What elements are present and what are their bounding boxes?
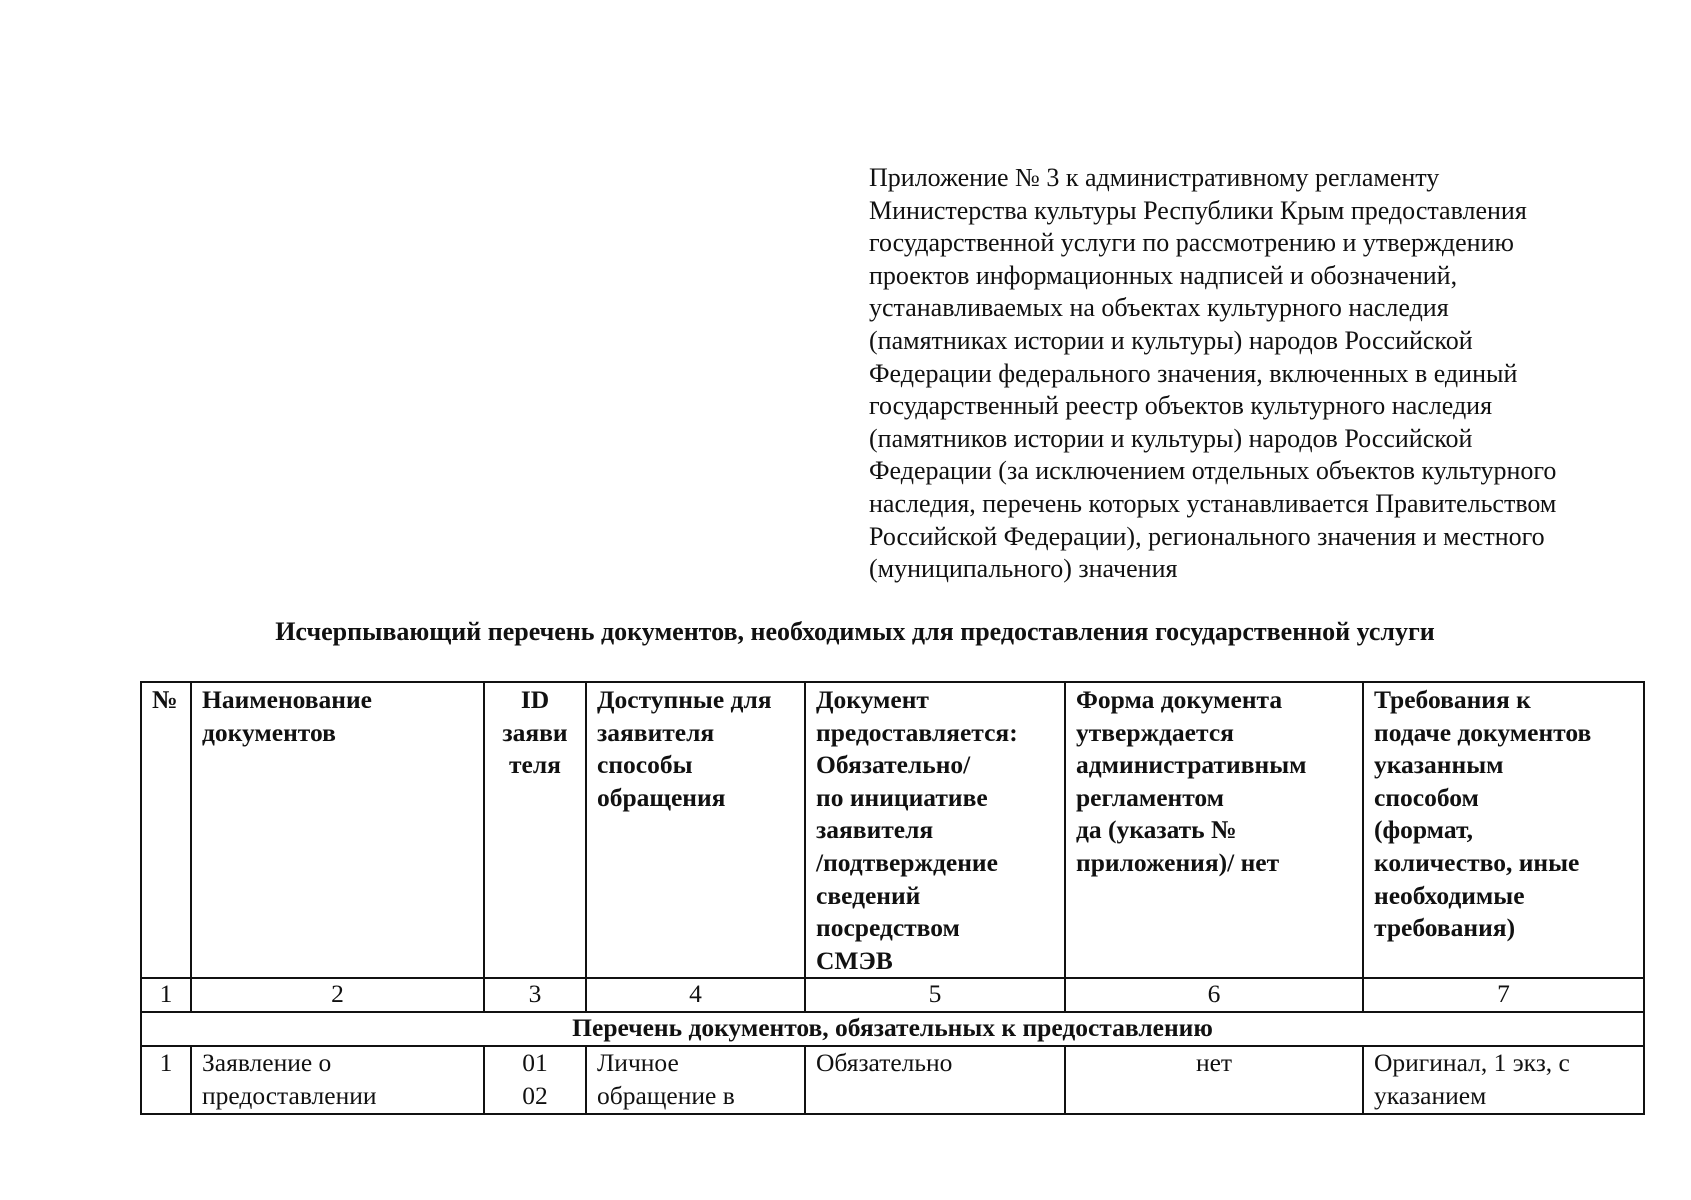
column-number: 1 — [141, 978, 191, 1012]
column-number: 5 — [805, 978, 1065, 1012]
section-heading-row — [141, 1012, 1644, 1046]
table-row — [141, 1046, 1644, 1113]
row-document-name: Заявление о предоставлении — [191, 1046, 484, 1113]
appendix-line: Федерации (за исключением отдельных объектов культурного — [869, 456, 1557, 486]
appendix-line: Российской Федерации), регионального значения и местного — [869, 521, 1545, 551]
column-numbers-row — [141, 978, 1644, 1012]
appendix-line: Федерации федерального значения, включенных в единый — [869, 358, 1518, 388]
header-submission-requirements: Требования к подаче документов указанным способом (формат, количество, иные необходимые требования) — [1363, 682, 1644, 978]
document-title: Исчерпывающий перечень документов, необходимых для предоставления государственной услуги — [275, 617, 1435, 646]
header-provision-type: Документ предоставляется: Обязательно/ по инициативе заявителя /подтверждение сведений посредством СМЭВ — [805, 682, 1065, 978]
section-heading: Перечень документов, обязательных к предоставлению — [141, 1012, 1644, 1046]
row-submission-requirements: Оригинал, 1 экз, с указанием — [1363, 1046, 1644, 1113]
column-number: 3 — [484, 978, 586, 1012]
row-request-methods: Личное обращение в — [586, 1046, 805, 1113]
column-number: 4 — [586, 978, 805, 1012]
appendix-line: Министерства культуры Республики Крым предоставления — [869, 195, 1527, 225]
row-form-approval: нет — [1065, 1046, 1363, 1113]
appendix-line: (памятников истории и культуры) народов Российской — [869, 423, 1473, 453]
appendix-line: наследия, перечень которых устанавливается Правительством — [869, 488, 1557, 518]
table-header-row — [141, 682, 1644, 978]
column-number: 7 — [1363, 978, 1644, 1012]
appendix-line: (муниципального) значения — [869, 554, 1178, 584]
appendix-line: проектов информационных надписей и обозначений, — [869, 260, 1458, 290]
header-form-approval: Форма документа утверждается административным регламентом да (указать № приложения)/ нет — [1065, 682, 1363, 978]
row-provision-type: Обязательно — [805, 1046, 1065, 1113]
appendix-line: государственной услуги по рассмотрению и утверждению — [869, 228, 1514, 258]
row-applicant-id: 01 02 — [484, 1046, 586, 1113]
header-number: № — [141, 682, 191, 978]
documents-table — [140, 681, 1645, 1115]
column-number: 2 — [191, 978, 484, 1012]
appendix-line: устанавливаемых на объектах культурного наследия — [869, 293, 1449, 323]
appendix-line: Приложение № 3 к административному регламенту — [869, 163, 1440, 192]
appendix-line: государственный реестр объектов культурного наследия — [869, 391, 1493, 421]
header-request-methods: Доступные для заявителя способы обращения — [586, 682, 805, 978]
appendix-line: (памятниках истории и культуры) народов Российской — [869, 325, 1473, 355]
column-number: 6 — [1065, 978, 1363, 1012]
row-number: 1 — [141, 1046, 191, 1113]
header-document-name: Наименование документов — [191, 682, 484, 978]
header-applicant-id: ID заяви теля — [484, 682, 586, 978]
appendix-note — [869, 162, 1659, 586]
